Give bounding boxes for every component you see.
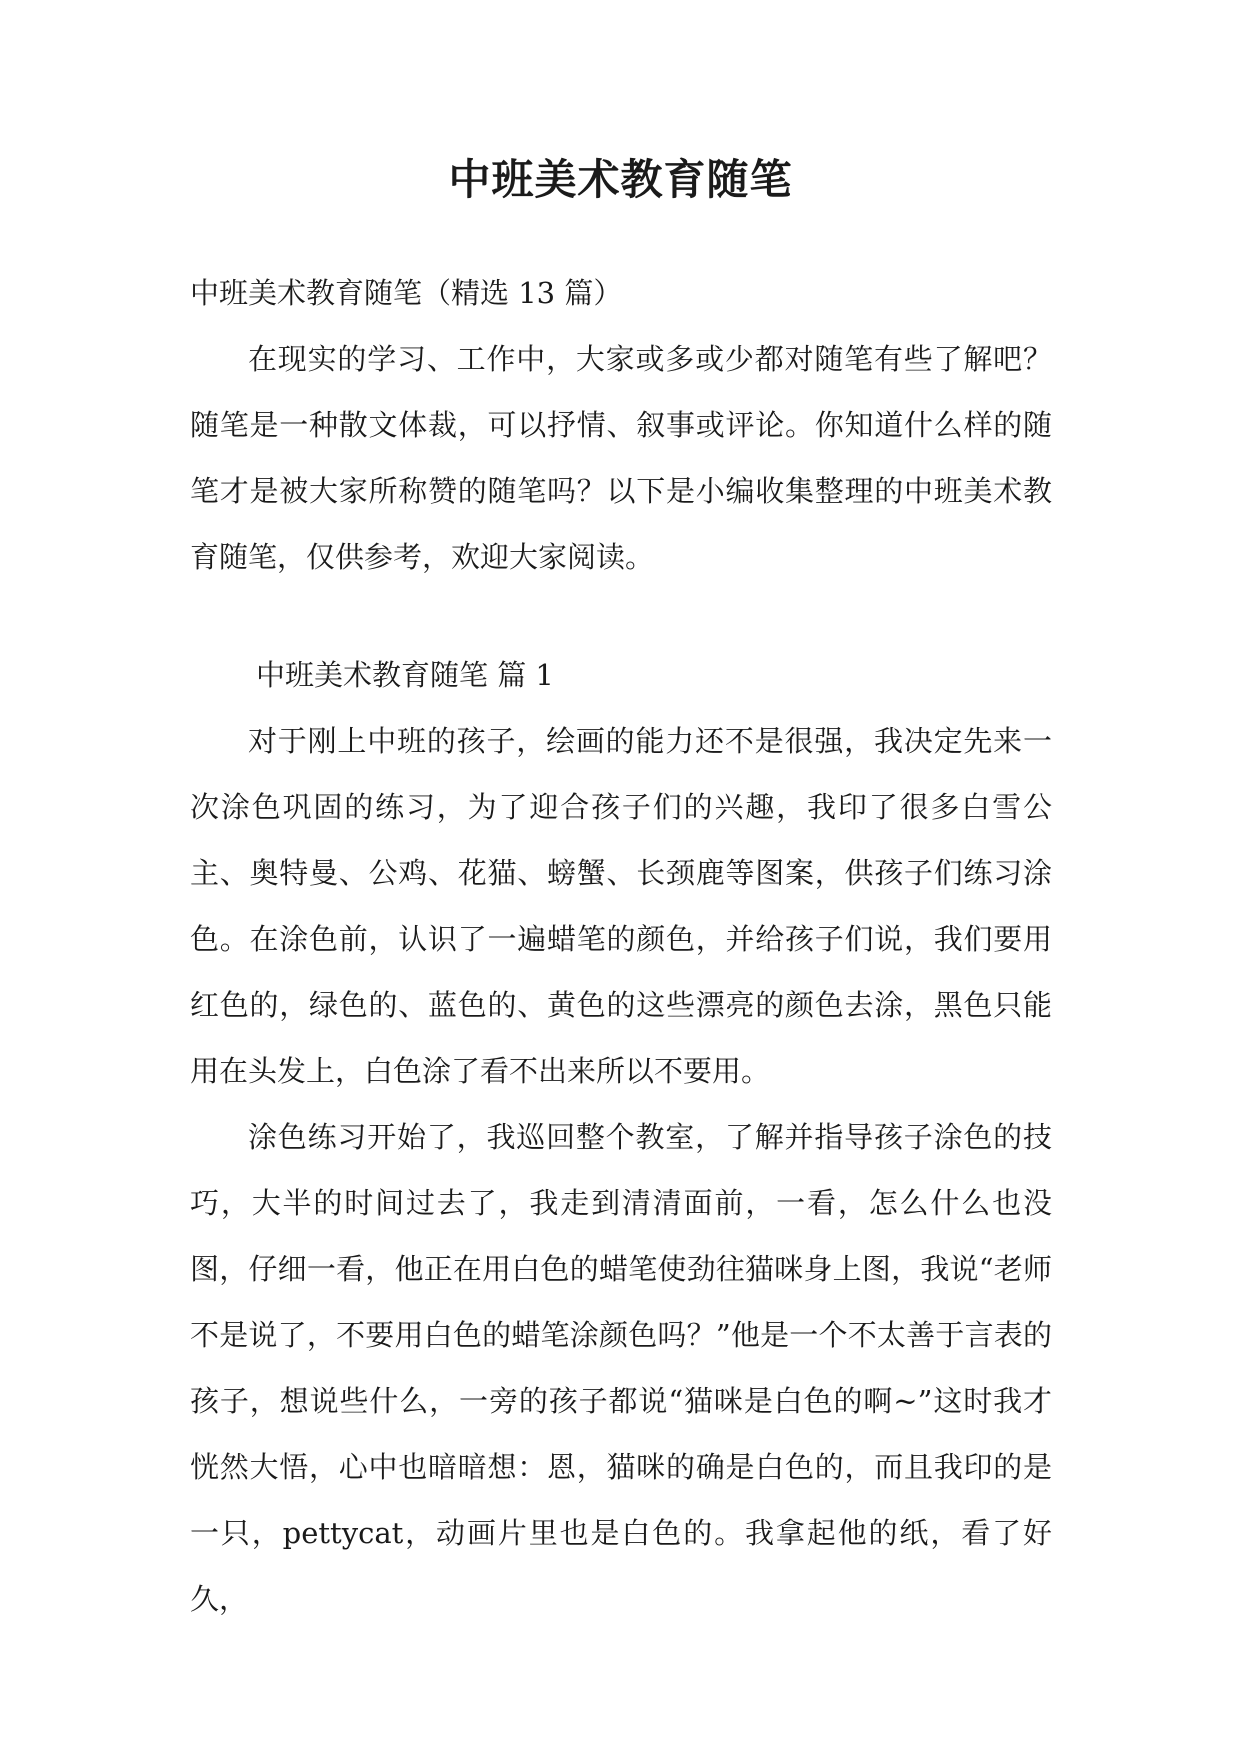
body-paragraph-1: 对于刚上中班的孩子，绘画的能力还不是很强，我决定先来一次涂色巩固的练习，为了迎合孩子们的兴趣，我印了很多白雪公主、奥特曼、公鸡、花猫、螃蟹、长颈鹿等图案，供孩子们练习涂色。在涂色前，认识了一遍蜡笔的颜色，并给孩子们说，我们要用红色的，绿色的、蓝色的、黄色的这些漂亮的颜色去涂，黑色只能用在头发上，白色涂了看不出来所以不要用。 xyxy=(190,724,1052,1088)
intro-paragraph: 在现实的学习、工作中，大家或多或少都对随笔有些了解吧？随笔是一种散文体裁，可以抒情、叙事或评论。你知道什么样的随笔才是被大家所称赞的随笔吗？以下是小编收集整理的中班美术教育随笔，仅供参考，欢迎大家阅读。 xyxy=(190,342,1052,574)
document-body xyxy=(190,260,1052,1632)
body-paragraph-2: 涂色练习开始了，我巡回整个教室，了解并指导孩子涂色的技巧，大半的时间过去了，我走到清清面前，一看，怎么什么也没图，仔细一看，他正在用白色的蜡笔使劲往猫咪身上图，我说“老师不是说了，不要用白色的蜡笔涂颜色吗？”他是一个不太善于言表的孩子，想说些什么，一旁的孩子都说“猫咪是白色的啊~”这时我才恍然大悟，心中也暗暗想：恩，猫咪的确是白色的，而且我印的是一只，pettycat，动画片里也是白色的。我拿起他的纸，看了好久， xyxy=(190,1120,1052,1616)
document-title: 中班美术教育随笔 xyxy=(448,155,793,204)
paragraph-spacer xyxy=(190,590,1052,642)
document-subtitle: 中班美术教育随笔（精选 13 篇） xyxy=(190,276,623,310)
section-heading: 中班美术教育随笔 篇 1 xyxy=(256,658,554,692)
